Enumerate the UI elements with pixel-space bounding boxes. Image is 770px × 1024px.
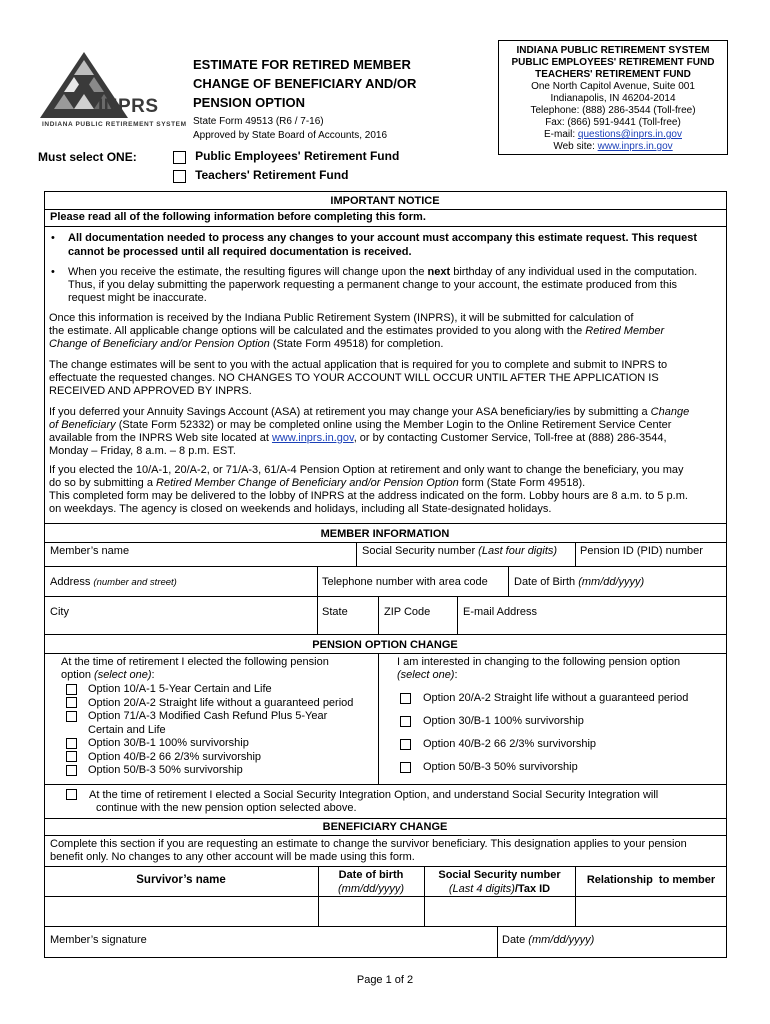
left-option-30b1-label: Option 30/B-1 100% survivorship: [88, 737, 249, 749]
signature-date-hint: (mm/dd/yyyy): [528, 934, 595, 946]
form-title-line1: ESTIMATE FOR RETIRED MEMBER: [193, 57, 411, 72]
form-title-line2: CHANGE OF BENEFICIARY AND/OR: [193, 76, 417, 91]
contact-line2: PUBLIC EMPLOYEES' RETIREMENT FUND: [511, 57, 715, 68]
right-option-50b3-checkbox[interactable]: [400, 762, 411, 773]
signature-date-label: Date: [502, 934, 529, 946]
city-field[interactable]: City: [50, 606, 69, 618]
ssi-checkbox[interactable]: [66, 789, 77, 800]
para1-line3-post: (State Form 49518) for completion.: [269, 338, 444, 350]
survivor-ssn-input[interactable]: [425, 897, 574, 925]
contact-line1: INDIANA PUBLIC RETIREMENT SYSTEM: [516, 45, 710, 56]
inprs-logo: [40, 52, 187, 136]
notice-title: IMPORTANT NOTICE: [330, 195, 440, 207]
contact-telephone: Telephone: (888) 286-3544 (Toll-free): [530, 105, 696, 116]
left-heading-pre: option: [61, 669, 95, 681]
col-ssn-label: Social Security number: [438, 869, 561, 881]
right-option-50b3-label: Option 50/B-3 50% survivorship: [423, 761, 578, 773]
left-options: [66, 683, 353, 778]
beneficiary-desc: [50, 838, 687, 864]
right-option-20a2-checkbox[interactable]: [400, 693, 411, 704]
notice-intro: Please read all of the following information before completing this form.: [50, 211, 426, 223]
para1: [49, 312, 717, 351]
ssn-hint: (Last four digits): [478, 545, 558, 557]
bullet1-dot: •: [51, 232, 55, 244]
left-option-71a3-label2: Certain and Life: [88, 723, 166, 736]
para4-line1: If you elected the 10/A-1, 20/A-2, or 71/A-3, 61/A-4 Pension Option at retirement and only want to change the beneficiary, you may: [49, 464, 684, 476]
contact-line3: TEACHERS' RETIREMENT FUND: [535, 69, 691, 80]
contact-web-row: [499, 141, 727, 153]
address-hint: (number and street): [93, 577, 177, 588]
para1-line3-ital: Change of Beneficiary and/or Pension Option: [49, 338, 270, 350]
para3-line4: Monday – Friday, 8 a.m. – 8 p.m. EST.: [49, 445, 236, 457]
left-option-10a1[interactable]: [66, 683, 353, 697]
left-heading: [61, 656, 329, 682]
signature-date-field[interactable]: [502, 934, 594, 946]
para3-line3: [49, 432, 717, 445]
left-option-40b2-label: Option 40/B-2 66 2/3% survivorship: [88, 750, 262, 763]
address-label: Address: [50, 576, 94, 588]
bullet2-pre: When you receive the estimate, the resulting figures will change upon the: [68, 266, 428, 278]
must-select-label: Must select ONE:: [38, 150, 137, 164]
trf-label: Teachers' Retirement Fund: [195, 168, 349, 182]
bullet2-line2: Thus, if you delay submitting the paperwork requesting a permanent change to your account, the estimate produced from this: [68, 279, 678, 291]
perf-label: Public Employees' Retirement Fund: [195, 149, 400, 163]
right-option-40b2[interactable]: [400, 733, 688, 756]
right-option-30b1-checkbox[interactable]: [400, 716, 411, 727]
left-option-10a1-label: Option 10/A-1 5-Year Certain and Life: [88, 683, 272, 695]
form-approval: Approved by State Board of Accounts, 2016: [193, 130, 388, 141]
left-option-50b3-label: Option 50/B-3 50% survivorship: [88, 764, 243, 776]
dob-label: Date of Birth: [514, 576, 579, 588]
para3-line1: [49, 406, 717, 419]
left-option-50b3-checkbox[interactable]: [66, 765, 77, 776]
left-option-71a3-cont: [66, 724, 353, 738]
dob-hint: (mm/dd/yyyy): [578, 576, 645, 588]
right-option-50b3[interactable]: [400, 756, 688, 779]
left-option-71a3[interactable]: [66, 710, 353, 724]
right-heading-post: :: [454, 669, 458, 681]
contact-email-label: E-mail:: [543, 129, 578, 140]
col-dob-label: Date of birth: [338, 869, 404, 881]
inprs-wordmark: INPRS: [98, 96, 159, 117]
para2-line3: RECEIVED AND APPROVED BY INPRS.: [49, 385, 252, 397]
right-heading: [397, 656, 680, 682]
survivor-relationship-input[interactable]: [576, 897, 726, 925]
para4-line2-pre: do so by submitting a: [49, 477, 157, 489]
left-heading-line2: [61, 669, 329, 682]
para1-line3: [49, 338, 717, 351]
contact-email-row: [499, 129, 727, 141]
col-survivor-name: Survivor’s name: [136, 874, 226, 886]
left-heading-ital: (select one): [94, 669, 152, 681]
beneficiary-title: BENEFICIARY CHANGE: [322, 821, 448, 833]
bullet1-line2: cannot be processed until all required documentation is received.: [68, 246, 412, 258]
signature-field[interactable]: Member’s signature: [50, 934, 147, 946]
col-dob-fmt: (mm/dd/yyyy): [338, 883, 404, 895]
para4-line3: This completed form may be delivered to the lobby of INPRS at the address indicated on the form. Lobby hours are 8 a.m. to 5 p.m.: [49, 490, 688, 502]
ssn-label: Social Security number: [362, 545, 479, 557]
right-option-20a2[interactable]: [400, 687, 688, 710]
para3-line2-ital: of Beneficiary: [49, 419, 116, 431]
right-option-30b1-label: Option 30/B-1 100% survivorship: [423, 715, 584, 727]
ssi-line1: At the time of retirement I elected a Social Security Integration Option, and understand Social Security Integration will: [89, 789, 659, 801]
para1-line2-ital: Retired Member: [585, 325, 665, 337]
left-option-20a2-checkbox[interactable]: [66, 697, 77, 708]
para4-line2-post: form (State Form 49518).: [458, 477, 586, 489]
right-options: [400, 687, 688, 779]
left-option-10a1-checkbox[interactable]: [66, 684, 77, 695]
beneficiary-desc-line1: Complete this section if you are requesting an estimate to change the survivor beneficiary. This designation applies to your pension: [50, 838, 687, 850]
right-heading-line1: I am interested in changing to the following pension option: [397, 656, 681, 668]
col-relationship: Relationship to member: [586, 874, 716, 886]
col-dob: [318, 868, 424, 896]
left-option-20a2[interactable]: [66, 697, 353, 711]
page-number: Page 1 of 2: [356, 974, 414, 986]
para1-line1: Once this information is received by the Indiana Public Retirement System (INPRS), it will be submitted for calculation of: [49, 312, 634, 324]
para4-line4: on weekdays. The agency is closed on weekends and holidays, including all State-designated holidays.: [49, 503, 552, 515]
trf-checkbox[interactable]: [173, 170, 186, 183]
phone-field[interactable]: Telephone number with area code: [322, 576, 488, 588]
beneficiary-desc-line2: benefit only. No changes to any other account will be made using this form.: [50, 851, 415, 863]
form-title-line3: PENSION OPTION: [193, 95, 305, 110]
bullet2-post: birthday of any individual used in the computation.: [450, 266, 698, 278]
left-option-50b3[interactable]: [66, 764, 353, 778]
left-option-71a3-checkbox[interactable]: [66, 711, 77, 722]
state-field[interactable]: State: [322, 606, 348, 618]
form-number: State Form 49513 (R6 / 7-16): [193, 116, 324, 127]
col-ssn: [424, 868, 575, 896]
contact-box: [498, 40, 728, 155]
contact-fax: Fax: (866) 591-9441 (Toll-free): [545, 117, 681, 128]
left-option-71a3-label: Option 71/A-3 Modified Cash Refund Plus 5-Year: [88, 710, 328, 722]
contact-web-link[interactable]: www.inprs.in.gov: [597, 141, 673, 152]
contact-web-label: Web site:: [553, 141, 598, 152]
ssn-field[interactable]: [362, 545, 557, 557]
bullet2-next: next: [427, 266, 451, 278]
bullet2-dot: •: [51, 266, 55, 278]
para1-line2-pre: the estimate. All applicable change options will be calculated and the estimates provided to you along with the: [49, 325, 586, 337]
survivor-name-input[interactable]: [45, 897, 317, 925]
left-heading-line1: At the time of retirement I elected the following pension: [61, 656, 329, 668]
para1-line2: [49, 325, 717, 338]
logo-org-line: INDIANA PUBLIC RETIREMENT SYSTEM: [42, 121, 187, 128]
para2-line1: The change estimates will be sent to you with the actual application that is required for you to complete and submit to INPRS to: [49, 359, 668, 371]
para4: [49, 464, 717, 516]
left-option-20a2-label: Option 20/A-2 Straight life without a guaranteed period: [88, 696, 354, 709]
para3-web-link[interactable]: www.inprs.in.gov: [271, 432, 354, 444]
para3-line2-post: (State Form 52332) or may be completed online using the Member Login to the Online Retirement Service Center: [115, 419, 672, 431]
right-option-20a2-label: Option 20/A-2 Straight life without a guaranteed period: [423, 692, 689, 704]
survivor-dob-input[interactable]: [319, 897, 423, 925]
bullet2-line3: request might be inaccurate.: [68, 292, 207, 304]
para4-line2: [49, 477, 717, 490]
para3-line1-ital: Change: [650, 406, 690, 418]
dob-field[interactable]: [514, 576, 644, 588]
email-field[interactable]: E-mail Address: [463, 606, 537, 618]
right-option-30b1[interactable]: [400, 710, 688, 733]
para2: [49, 359, 717, 398]
left-option-40b2[interactable]: [66, 751, 353, 765]
left-heading-post: :: [151, 669, 155, 681]
member-name-field[interactable]: Member’s name: [50, 545, 130, 557]
pension-change-title: PENSION OPTION CHANGE: [312, 639, 458, 651]
contact-email-link[interactable]: questions@inprs.in.gov: [577, 129, 682, 140]
right-heading-line2: [397, 669, 680, 682]
bullet2-line1: [68, 266, 697, 278]
perf-checkbox[interactable]: [173, 151, 186, 164]
right-option-40b2-label: Option 40/B-2 66 2/3% survivorship: [423, 738, 597, 750]
para3-line3-post: , or by contacting Customer Service, Toll-free at (888) 286-3544,: [353, 432, 667, 444]
bullet1-line1: All documentation needed to process any changes to your account must accompany this estimate request. This request: [68, 232, 697, 244]
para3: [49, 406, 717, 458]
para3-line1-pre: If you deferred your Annuity Savings Account (ASA) at retirement you may change your ASA beneficiary/ies by submitting a: [49, 406, 651, 418]
col-ssn-sub: [424, 882, 575, 896]
para3-line3-pre: available from the INPRS Web site located at: [49, 432, 272, 444]
fund-option-trf[interactable]: [173, 168, 348, 183]
para3-line2: [49, 419, 717, 432]
right-heading-ital: (select one): [397, 669, 455, 681]
left-option-30b1-checkbox[interactable]: [66, 738, 77, 749]
ssi-option[interactable]: [66, 789, 658, 815]
col-ssn-hint: (Last 4 digits): [448, 883, 515, 895]
ssi-line2: continue with the new pension option selected above.: [96, 802, 357, 814]
left-option-30b1[interactable]: [66, 737, 353, 751]
fund-option-perf[interactable]: [173, 149, 399, 164]
para4-line2-ital: Retired Member Change of Beneficiary and/or Pension Option: [156, 477, 459, 489]
left-option-40b2-checkbox[interactable]: [66, 751, 77, 762]
right-option-40b2-checkbox[interactable]: [400, 739, 411, 750]
zip-field[interactable]: ZIP Code: [384, 606, 431, 618]
contact-address2: Indianapolis, IN 46204-2014: [550, 93, 676, 104]
member-info-title: MEMBER INFORMATION: [320, 528, 450, 540]
address-field[interactable]: [50, 576, 177, 588]
col-ssn-taxid: /Tax ID: [514, 883, 551, 895]
contact-address1: One North Capitol Avenue, Suite 001: [531, 81, 695, 92]
pid-field[interactable]: Pension ID (PID) number: [580, 545, 703, 557]
para2-line2: effectuate the requested changes. NO CHANGES TO YOUR ACCOUNT WILL OCCUR UNTIL AFTER THE APPLICATION IS: [49, 372, 659, 384]
